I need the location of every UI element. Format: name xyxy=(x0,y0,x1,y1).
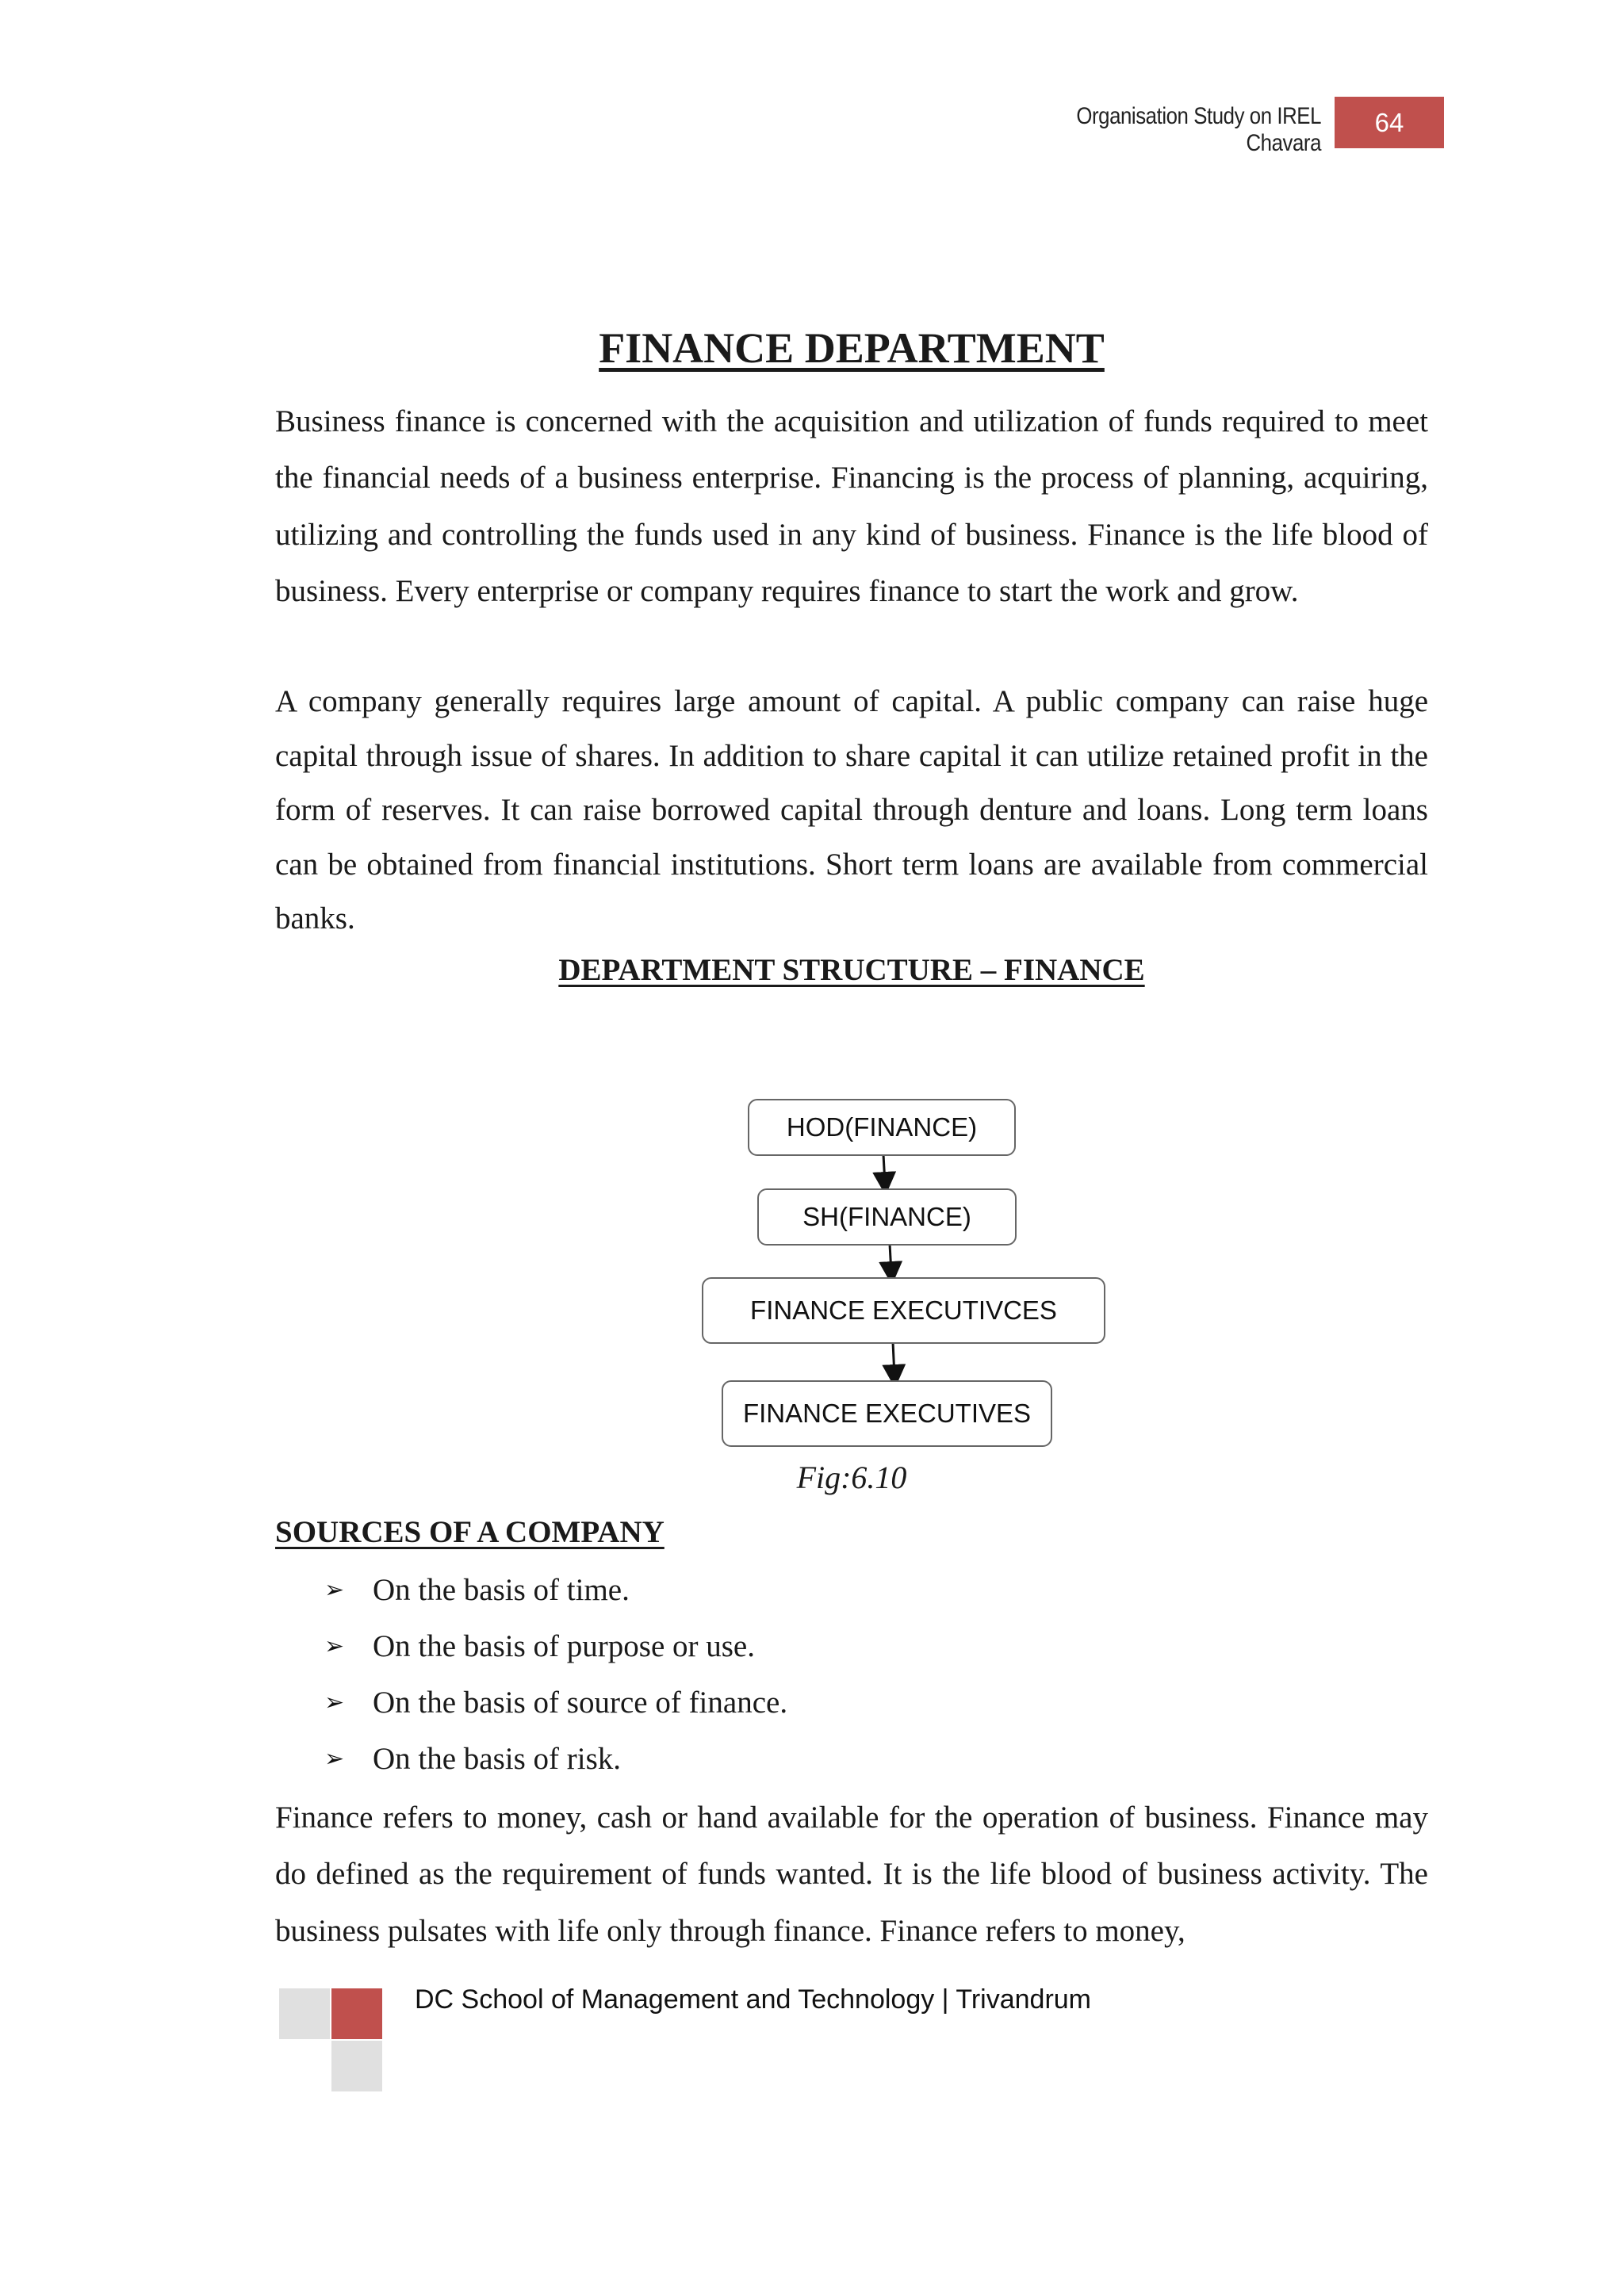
page-title: FINANCE DEPARTMENT xyxy=(599,324,1105,372)
figure-caption: Fig:6.10 xyxy=(796,1460,907,1495)
list-item xyxy=(324,1562,787,1618)
sources-heading: SOURCES OF A COMPANY xyxy=(275,1515,665,1549)
arrow-bullet-icon: ➢ xyxy=(324,1689,345,1716)
footer-decor-square xyxy=(331,2041,382,2091)
list-item-text: On the basis of risk. xyxy=(373,1742,622,1776)
connector-arrow xyxy=(893,1342,894,1376)
arrow-bullet-icon: ➢ xyxy=(324,1632,345,1660)
org-node-finance-executivces: FINANCE EXECUTIVCES xyxy=(702,1277,1105,1344)
closing-paragraph: Finance refers to money, cash or hand available for the operation of business. Finance may do defined as the requirement of funds wanted. It is the life blood of business activity. The business pulsates with life only through finance. Finance refers to money, xyxy=(275,1800,1428,1948)
connector-arrow xyxy=(890,1244,891,1273)
capital-paragraph: A company generally requires large amount of capital. A public company can raise huge capital through issue of shares. In addition to share capital it can utilize retained profit in the form of reserves. It can raise borrowed capital through denture and loans. Long term loans can be obtained from financial institutions. Short term loans are available from commercial banks. xyxy=(275,684,1428,936)
footer-decor-square xyxy=(279,1988,330,2039)
list-item-text: On the basis of source of finance. xyxy=(373,1686,788,1720)
page-number-badge: 64 xyxy=(1335,97,1444,148)
footer-text: DC School of Management and Technology | Trivandrum xyxy=(415,1984,1092,2015)
connector-arrow xyxy=(883,1154,885,1184)
org-node-sh-finance: SH(FINANCE) xyxy=(757,1188,1017,1246)
list-item-text: On the basis of purpose or use. xyxy=(373,1629,755,1663)
arrow-bullet-icon: ➢ xyxy=(324,1576,345,1604)
org-node-hod-finance: HOD(FINANCE) xyxy=(748,1099,1016,1156)
footer-decor-square xyxy=(331,1988,382,2039)
arrow-bullet-icon: ➢ xyxy=(324,1745,345,1773)
list-item xyxy=(324,1674,787,1731)
list-item xyxy=(324,1618,787,1674)
list-item xyxy=(324,1731,787,1787)
list-item-text: On the basis of time. xyxy=(373,1573,630,1607)
structure-heading: DEPARTMENT STRUCTURE – FINANCE xyxy=(558,953,1145,987)
sources-list xyxy=(324,1562,787,1787)
running-header-title: Organisation Study on IREL Chavara xyxy=(1076,103,1321,156)
org-node-finance-executives: FINANCE EXECUTIVES xyxy=(722,1380,1052,1447)
intro-paragraph: Business finance is concerned with the acquisition and utilization of funds required to meet the financial needs of a business enterprise. Financing is the process of planning, acquiring, utilizing and controlling the funds used in any kind of business. Finance is the life blood of business. Every enterprise or company requires finance to start the work and grow. xyxy=(275,404,1428,608)
